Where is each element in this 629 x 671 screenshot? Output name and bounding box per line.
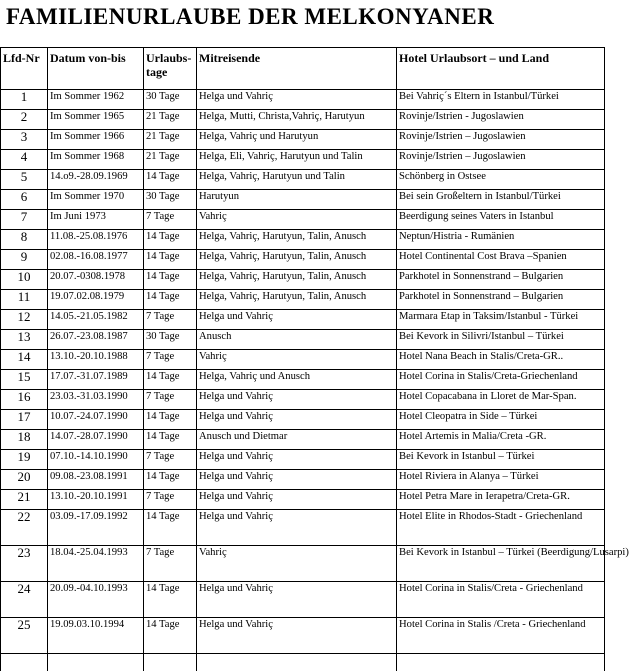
row-mitreisende: Helga und Vahriç <box>197 470 397 490</box>
table-row <box>1 430 605 450</box>
row-dauer: 7 Tage <box>144 546 197 582</box>
row-datum: Im Sommer 1968 <box>48 150 144 170</box>
row-mitreisende: Helga und Vahriç <box>197 450 397 470</box>
row-dauer: 30 Tage <box>144 190 197 210</box>
row-hotel: Hotel Petra Mare in Ierapetra/Creta-GR. <box>397 490 605 510</box>
table-row <box>1 290 605 310</box>
table-row <box>1 310 605 330</box>
row-datum: 11.08.-25.08.1976 <box>48 230 144 250</box>
row-nr: 23 <box>1 546 48 582</box>
row-hotel: Bei Vahriç´s Eltern in Istanbul/Türkei <box>397 90 605 110</box>
table-row <box>1 210 605 230</box>
row-datum: Im Sommer 1962 <box>48 90 144 110</box>
table-row <box>1 190 605 210</box>
row-nr: 1 <box>1 90 48 110</box>
row-datum: 19.09.03.10.1994 <box>48 618 144 654</box>
row-nr: 11 <box>1 290 48 310</box>
row-datum: 07.10.-14.10.1990 <box>48 450 144 470</box>
empty-cell <box>144 654 197 671</box>
row-nr: 4 <box>1 150 48 170</box>
row-nr: 13 <box>1 330 48 350</box>
row-mitreisende: Helga und Vahriç <box>197 582 397 618</box>
row-datum: Im Sommer 1966 <box>48 130 144 150</box>
row-datum: 19.07.02.08.1979 <box>48 290 144 310</box>
row-nr: 8 <box>1 230 48 250</box>
row-hotel: Beerdigung seines Vaters in Istanbul <box>397 210 605 230</box>
row-hotel: Bei Kevork in Istanbul – Türkei (Beerdigung/Lusarpi) <box>397 546 605 582</box>
table-row <box>1 450 605 470</box>
row-mitreisende: Helga, Vahriç, Harutyun, Talin, Anusch <box>197 270 397 290</box>
table-row <box>1 110 605 130</box>
row-dauer: 14 Tage <box>144 270 197 290</box>
row-hotel: Parkhotel in Sonnenstrand – Bulgarien <box>397 290 605 310</box>
row-hotel: Hotel Artemis in Malia/Creta -GR. <box>397 430 605 450</box>
row-hotel: Hotel Continental Cost Brava –Spanien <box>397 250 605 270</box>
table-row <box>1 582 605 618</box>
row-nr: 20 <box>1 470 48 490</box>
row-nr: 12 <box>1 310 48 330</box>
row-dauer: 14 Tage <box>144 510 197 546</box>
row-mitreisende: Helga, Mutti, Christa,Vahriç, Harutyun <box>197 110 397 130</box>
table-row <box>1 250 605 270</box>
row-nr: 24 <box>1 582 48 618</box>
row-mitreisende: Helga, Vahriç und Harutyun <box>197 130 397 150</box>
row-datum: 20.07.-0308.1978 <box>48 270 144 290</box>
row-dauer: 7 Tage <box>144 310 197 330</box>
table-row <box>1 370 605 390</box>
header-mitreisende: Mitreisende <box>197 48 397 90</box>
row-dauer: 14 Tage <box>144 230 197 250</box>
row-hotel: Bei Kevork in Silivri/Istanbul – Türkei <box>397 330 605 350</box>
row-datum: Im Sommer 1965 <box>48 110 144 130</box>
row-mitreisende: Helga und Vahriç <box>197 90 397 110</box>
row-datum: 17.07.-31.07.1989 <box>48 370 144 390</box>
row-mitreisende: Helga, Vahriç, Harutyun, Talin, Anusch <box>197 290 397 310</box>
row-mitreisende: Vahriç <box>197 546 397 582</box>
row-datum: 14.07.-28.07.1990 <box>48 430 144 450</box>
row-dauer: 21 Tage <box>144 150 197 170</box>
row-datum: 26.07.-23.08.1987 <box>48 330 144 350</box>
row-hotel: Marmara Etap in Taksim/Istanbul - Türkei <box>397 310 605 330</box>
empty-cell <box>48 654 144 671</box>
vacation-table <box>0 47 605 671</box>
table-row <box>1 510 605 546</box>
table-row <box>1 170 605 190</box>
row-mitreisende: Helga, Vahriç, Harutyun, Talin, Anusch <box>197 250 397 270</box>
empty-cell <box>397 654 605 671</box>
row-mitreisende: Vahriç <box>197 350 397 370</box>
row-dauer: 7 Tage <box>144 210 197 230</box>
row-mitreisende: Anusch und Dietmar <box>197 430 397 450</box>
table-row <box>1 546 605 582</box>
row-dauer: 14 Tage <box>144 618 197 654</box>
row-mitreisende: Helga, Eli, Vahriç, Harutyun und Talin <box>197 150 397 170</box>
row-nr: 14 <box>1 350 48 370</box>
row-dauer: 7 Tage <box>144 350 197 370</box>
row-mitreisende: Helga, Vahriç, Harutyun und Talin <box>197 170 397 190</box>
row-mitreisende: Helga und Vahriç <box>197 410 397 430</box>
row-dauer: 14 Tage <box>144 470 197 490</box>
row-nr: 16 <box>1 390 48 410</box>
row-nr: 6 <box>1 190 48 210</box>
row-mitreisende: Helga und Vahriç <box>197 618 397 654</box>
row-nr: 10 <box>1 270 48 290</box>
row-nr: 18 <box>1 430 48 450</box>
table-header-row <box>1 48 605 90</box>
row-mitreisende: Helga und Vahriç <box>197 390 397 410</box>
row-dauer: 14 Tage <box>144 170 197 190</box>
row-datum: 20.09.-04.10.1993 <box>48 582 144 618</box>
row-nr: 19 <box>1 450 48 470</box>
empty-row <box>1 654 605 671</box>
row-dauer: 14 Tage <box>144 290 197 310</box>
table-row <box>1 490 605 510</box>
row-mitreisende: Helga und Vahriç <box>197 490 397 510</box>
row-nr: 3 <box>1 130 48 150</box>
row-mitreisende: Harutyun <box>197 190 397 210</box>
row-hotel: Rovinje/Istrien - Jugoslawien <box>397 110 605 130</box>
row-datum: 02.08.-16.08.1977 <box>48 250 144 270</box>
row-dauer: 30 Tage <box>144 90 197 110</box>
row-datum: 18.04.-25.04.1993 <box>48 546 144 582</box>
row-hotel: Rovinje/Istrien – Jugoslawien <box>397 130 605 150</box>
row-dauer: 7 Tage <box>144 490 197 510</box>
row-hotel: Hotel Corina in Stalis /Creta - Griechenland <box>397 618 605 654</box>
empty-cell <box>197 654 397 671</box>
table-row <box>1 618 605 654</box>
row-nr: 15 <box>1 370 48 390</box>
row-nr: 22 <box>1 510 48 546</box>
row-hotel: Bei Kevork in Istanbul – Türkei <box>397 450 605 470</box>
row-dauer: 14 Tage <box>144 370 197 390</box>
row-dauer: 14 Tage <box>144 410 197 430</box>
table-row <box>1 130 605 150</box>
row-hotel: Hotel Cleopatra in Side – Türkei <box>397 410 605 430</box>
row-datum: 09.08.-23.08.1991 <box>48 470 144 490</box>
row-hotel: Rovinje/Istrien – Jugoslawien <box>397 150 605 170</box>
row-mitreisende: Vahriç <box>197 210 397 230</box>
row-dauer: 21 Tage <box>144 110 197 130</box>
table-row <box>1 350 605 370</box>
table-row <box>1 410 605 430</box>
row-datum: Im Sommer 1970 <box>48 190 144 210</box>
row-hotel: Hotel Riviera in Alanya – Türkei <box>397 470 605 490</box>
row-datum: Im Juni 1973 <box>48 210 144 230</box>
row-dauer: 7 Tage <box>144 450 197 470</box>
row-nr: 5 <box>1 170 48 190</box>
table-row <box>1 390 605 410</box>
table-row <box>1 230 605 250</box>
row-nr: 17 <box>1 410 48 430</box>
row-nr: 7 <box>1 210 48 230</box>
row-hotel: Parkhotel in Sonnenstrand – Bulgarien <box>397 270 605 290</box>
row-mitreisende: Helga und Vahriç <box>197 310 397 330</box>
row-nr: 25 <box>1 618 48 654</box>
row-datum: 23.03.-31.03.1990 <box>48 390 144 410</box>
table-row <box>1 90 605 110</box>
row-hotel: Hotel Copacabana in Lloret de Mar-Span. <box>397 390 605 410</box>
row-datum: 14.o9.-28.09.1969 <box>48 170 144 190</box>
row-mitreisende: Helga, Vahriç und Anusch <box>197 370 397 390</box>
row-datum: 13.10.-20.10.1991 <box>48 490 144 510</box>
table-row <box>1 150 605 170</box>
header-nr: Lfd-Nr <box>1 48 48 90</box>
table-row <box>1 470 605 490</box>
table-row <box>1 270 605 290</box>
row-datum: 13.10.-20.10.1988 <box>48 350 144 370</box>
row-mitreisende: Helga und Vahriç <box>197 510 397 546</box>
document-title: FAMILIENURLAUBE DER MELKONYANER <box>6 4 494 30</box>
row-nr: 21 <box>1 490 48 510</box>
row-nr: 9 <box>1 250 48 270</box>
row-dauer: 7 Tage <box>144 390 197 410</box>
row-dauer: 14 Tage <box>144 582 197 618</box>
row-hotel: Hotel Nana Beach in Stalis/Creta-GR.. <box>397 350 605 370</box>
table-row <box>1 330 605 350</box>
row-mitreisende: Helga, Vahriç, Harutyun, Talin, Anusch <box>197 230 397 250</box>
row-dauer: 21 Tage <box>144 130 197 150</box>
row-hotel: Hotel Elite in Rhodos-Stadt - Griechenland <box>397 510 605 546</box>
row-nr: 2 <box>1 110 48 130</box>
row-hotel: Schönberg in Ostsee <box>397 170 605 190</box>
row-dauer: 30 Tage <box>144 330 197 350</box>
row-dauer: 14 Tage <box>144 250 197 270</box>
row-hotel: Neptun/Histria - Rumänien <box>397 230 605 250</box>
header-hotel: Hotel Urlaubsort – und Land <box>397 48 605 90</box>
header-datum: Datum von-bis <box>48 48 144 90</box>
row-hotel: Bei sein Großeltern in Istanbul/Türkei <box>397 190 605 210</box>
empty-cell <box>1 654 48 671</box>
row-hotel: Hotel Corina in Stalis/Creta - Griechenland <box>397 582 605 618</box>
row-datum: 14.05.-21.05.1982 <box>48 310 144 330</box>
row-mitreisende: Anusch <box>197 330 397 350</box>
row-hotel: Hotel Corina in Stalis/Creta-Griechenland <box>397 370 605 390</box>
header-dauer: Urlaubs-tage <box>144 48 197 90</box>
row-datum: 03.09.-17.09.1992 <box>48 510 144 546</box>
row-dauer: 14 Tage <box>144 430 197 450</box>
row-datum: 10.07.-24.07.1990 <box>48 410 144 430</box>
